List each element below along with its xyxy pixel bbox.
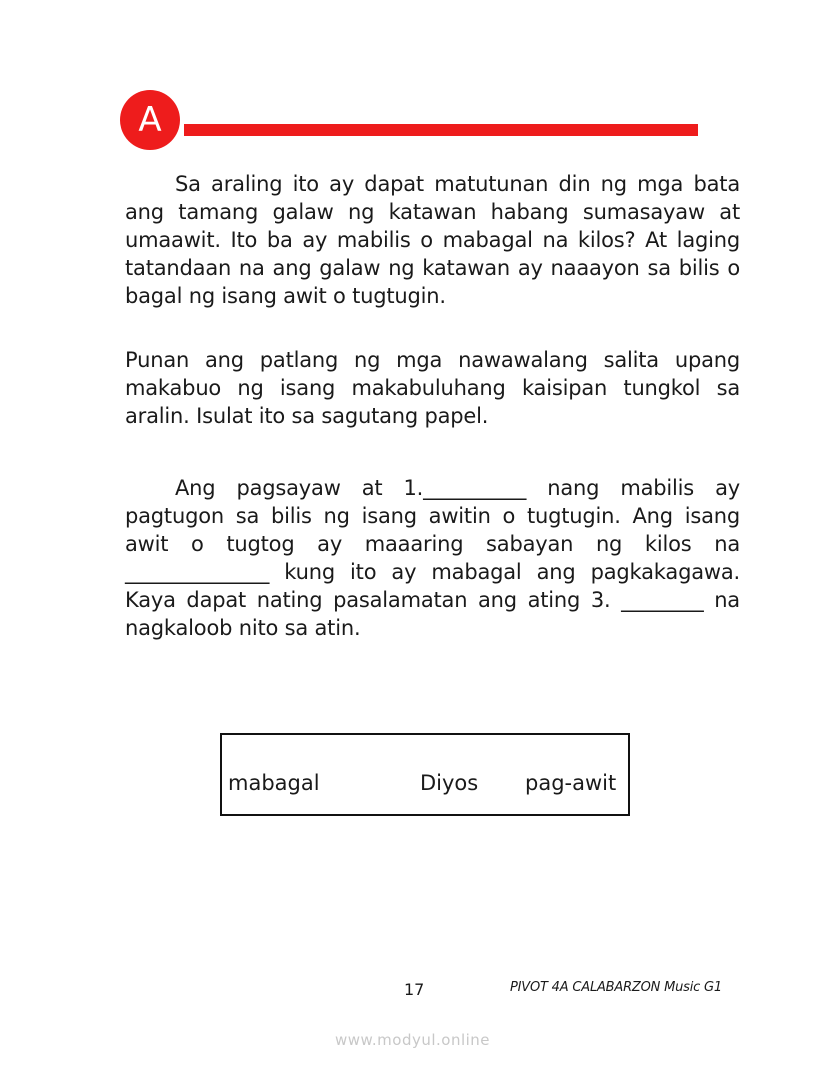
exercise-paragraph [125,474,740,642]
intro-text: Sa araling ito ay dapat matutunan din ng mga bata ang tamang galaw ng katawan habang sumasayaw at umaawit. Ito ba ay mabilis o mabagal na kilos? At laging tatandaan na ang galaw ng katawan ay naaayon sa bilis o bagal ng isang awit o tugtugin. [125,172,740,308]
word-bank-item: mabagal [228,771,320,795]
footer-title: PIVOT 4A CALABARZON Music G1 [510,980,722,995]
page-number: 17 [404,980,425,999]
intro-paragraph [125,170,740,310]
answer-blank-2: ______________ [125,560,270,584]
instruction-paragraph [125,346,740,430]
section-badge [120,90,180,150]
exercise-text-4: na nagkaloob nito sa atin. [125,588,740,640]
word-bank-box [220,733,630,816]
exercise-text-3: kung ito ay mabagal ang pagkakagawa. Kaya dapat nating pasalamatan ang ating 3. [125,560,740,612]
section-letter: A [138,100,162,140]
instruction-text: Punan ang patlang ng mga nawawalang salita upang makabuo ng isang makabuluhang kaisipan tungkol sa aralin. Isulat ito sa sagutang papel. [125,348,740,428]
section-divider-bar [184,124,698,136]
answer-blank-3: ________ [621,588,704,612]
exercise-text-2: nang mabilis ay pagtugon sa bilis ng isang awitin o tugtugin. Ang isang awit o tugtog ay maaaring sabayan ng kilos na [125,476,740,556]
watermark: www.modyul.online [334,1031,491,1049]
answer-blank-1: __________ [423,476,527,500]
word-bank-item: Diyos [420,771,479,795]
word-bank-item: pag-awit [525,771,617,795]
exercise-text-1: Ang pagsayaw at 1. [175,476,424,500]
